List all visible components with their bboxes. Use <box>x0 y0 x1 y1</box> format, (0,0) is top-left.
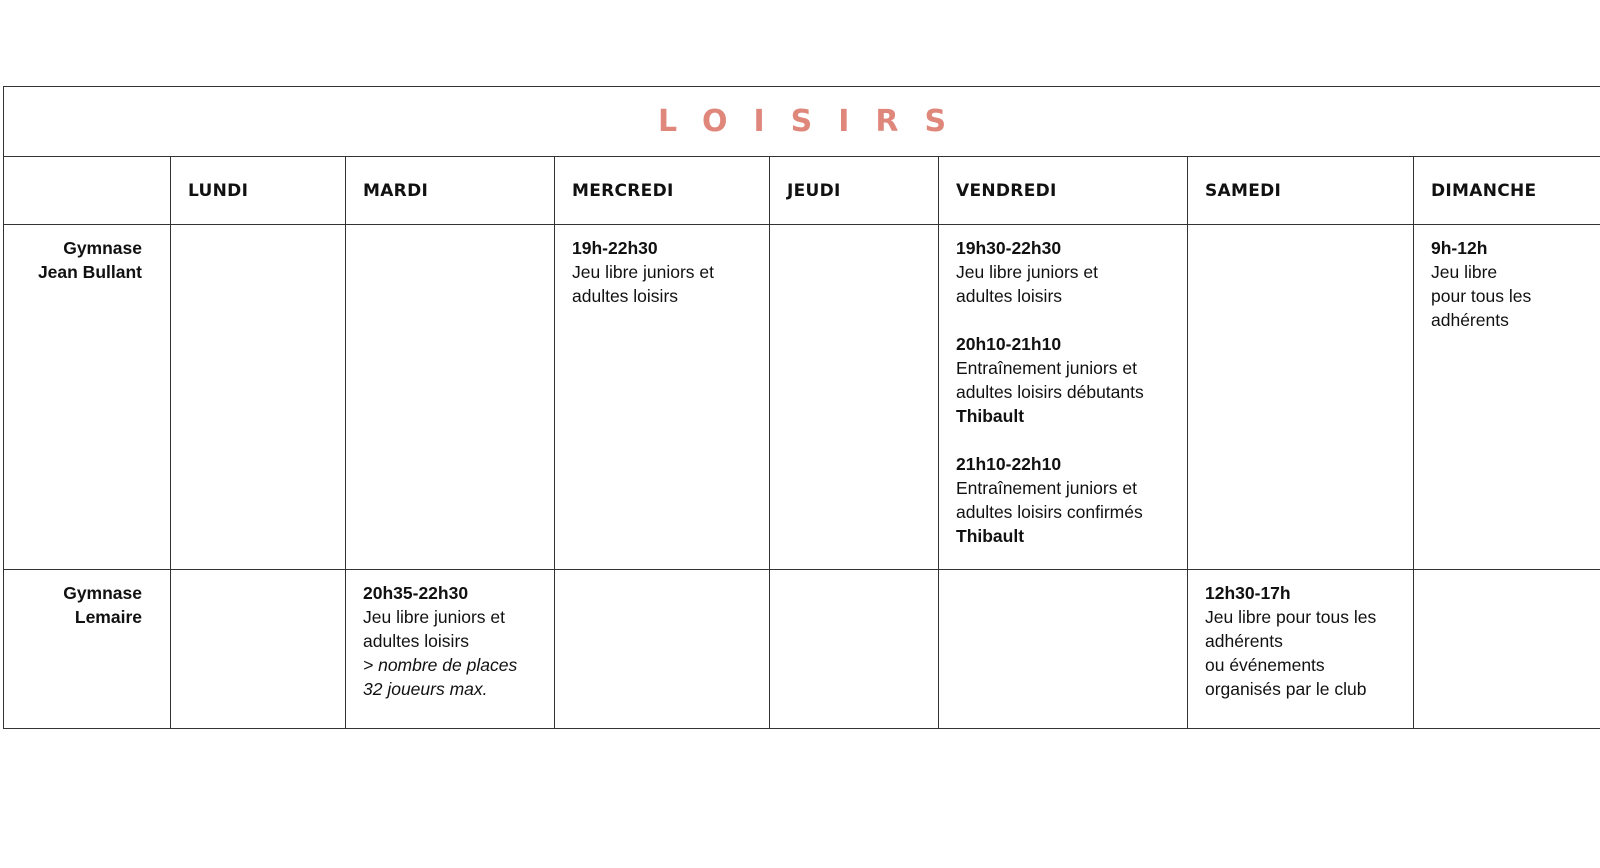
day-header-mercredi: MERCREDI <box>555 157 770 225</box>
slot-cell-lundi <box>171 570 346 729</box>
slot-time: 20h35-22h30 <box>363 583 469 603</box>
venue-row-lemaire <box>4 570 1600 729</box>
slot-description: organisés par le club <box>1205 679 1367 699</box>
day-header-samedi: SAMEDI <box>1188 157 1414 225</box>
slot-description: Jeu libre juniors et <box>572 262 715 282</box>
page-title: LOISIRS <box>657 104 973 139</box>
days-header-row <box>4 157 1600 225</box>
slot-cell-mercredi <box>555 225 770 570</box>
slot-cell-samedi <box>1188 225 1414 570</box>
slot-description: adultes loisirs débutants <box>956 382 1144 402</box>
slot-cell-mardi <box>346 570 555 729</box>
slot-time: 20h10-21h10 <box>956 334 1062 354</box>
slot-cell-jeudi <box>770 570 939 729</box>
schedule-table <box>3 86 1600 729</box>
slot-coach: Thibault <box>956 406 1025 426</box>
venue-row-jean-bullant <box>4 225 1600 570</box>
slot-cell-mercredi <box>555 570 770 729</box>
slot-cell-vendredi <box>939 570 1188 729</box>
time-slot <box>956 236 1177 308</box>
slot-description: adultes loisirs confirmés <box>956 502 1143 522</box>
slot-description: adhérents <box>1205 631 1283 651</box>
day-header-mardi: MARDI <box>346 157 555 225</box>
venue-name: Gymnase Lemaire <box>4 570 171 729</box>
slot-description: Jeu libre <box>1431 262 1498 282</box>
slot-cell-samedi <box>1188 570 1414 729</box>
time-slot <box>956 452 1177 548</box>
slot-time: 21h10-22h10 <box>956 454 1062 474</box>
day-header-lundi: LUNDI <box>171 157 346 225</box>
slot-cell-vendredi <box>939 225 1188 570</box>
slot-time: 9h-12h <box>1431 238 1488 258</box>
slot-description: adultes loisirs <box>956 286 1063 306</box>
slot-time: 12h30-17h <box>1205 583 1291 603</box>
slot-description: Jeu libre juniors et <box>956 262 1099 282</box>
time-slot <box>1205 581 1403 701</box>
slot-cell-jeudi <box>770 225 939 570</box>
title-cell <box>4 87 1600 157</box>
slot-coach: Thibault <box>956 526 1025 546</box>
slot-description: adultes loisirs <box>572 286 679 306</box>
slot-cell-mardi <box>346 225 555 570</box>
venue-name: Gymnase Jean Bullant <box>4 225 171 570</box>
slot-description: Entraînement juniors et <box>956 358 1137 378</box>
slot-description: adhérents <box>1431 310 1509 330</box>
time-slot <box>956 332 1177 428</box>
time-slot <box>1431 236 1590 332</box>
slot-description: Jeu libre pour tous les <box>1205 607 1377 627</box>
slot-description: ou événements <box>1205 655 1325 675</box>
slot-description: Jeu libre juniors et <box>363 607 506 627</box>
slot-cell-lundi <box>171 225 346 570</box>
slot-description: adultes loisirs <box>363 631 470 651</box>
slot-cell-dimanche <box>1414 225 1600 570</box>
time-slot <box>363 581 544 701</box>
slot-note: 32 joueurs max. <box>363 679 488 699</box>
corner-cell <box>4 157 171 225</box>
time-slot <box>572 236 759 308</box>
day-header-jeudi: JEUDI <box>770 157 939 225</box>
slot-note: > nombre de places <box>363 655 518 675</box>
day-header-dimanche: DIMANCHE <box>1414 157 1600 225</box>
slot-cell-dimanche <box>1414 570 1600 729</box>
slot-description: Entraînement juniors et <box>956 478 1137 498</box>
day-header-vendredi: VENDREDI <box>939 157 1188 225</box>
slot-time: 19h30-22h30 <box>956 238 1062 258</box>
slot-time: 19h-22h30 <box>572 238 658 258</box>
slot-description: pour tous les <box>1431 286 1532 306</box>
